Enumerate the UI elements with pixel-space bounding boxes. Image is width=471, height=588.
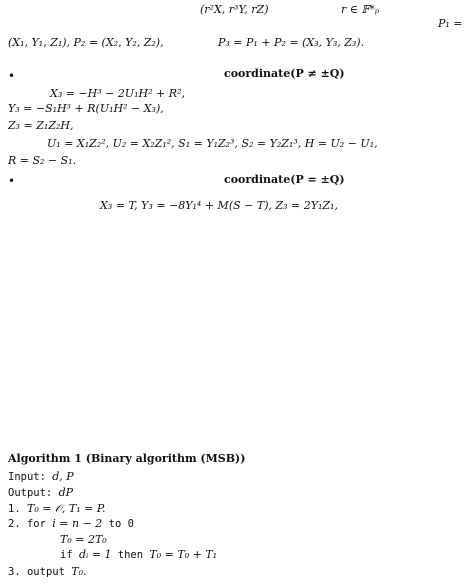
bullet-marker: • [8, 174, 16, 188]
input-label: Input: [8, 471, 46, 483]
if-keyword: if [60, 549, 73, 561]
to-keyword: to [108, 518, 122, 530]
algorithm-input [8, 471, 74, 483]
loop-end: 0 [127, 518, 134, 530]
then-keyword: then [117, 549, 144, 561]
step-number: 1. [8, 503, 21, 515]
algorithm-title: Algorithm 1 (Binary algorithm (MSB)) [8, 452, 246, 465]
step1-expression: T₀ = 𝒪, T₁ = P. [26, 502, 106, 515]
output-keyword: output [26, 566, 65, 578]
algorithm-step-2 [8, 518, 134, 530]
bullet-marker: • [8, 69, 16, 83]
input-value: d, P [52, 470, 74, 483]
loop-start: i = n − 2 [52, 517, 103, 530]
condition: dᵢ = 1 [78, 548, 112, 561]
points-definition: (X₁, Y₁, Z₁), P₂ = (X₂, Y₂, Z₂), [8, 36, 164, 49]
output-label: Output: [8, 487, 53, 499]
doubling-step: T₀ = 2T₀ [60, 533, 107, 546]
bullet2-heading: coordinate(P = ±Q) [224, 173, 345, 186]
algorithm-output [8, 487, 73, 499]
algorithm-step-1 [8, 503, 106, 515]
eq-y3: Y₃ = −S₁H³ + R(U₁H² − X₃), [8, 102, 164, 115]
eq-z3: Z₃ = Z₁Z₂H, [8, 119, 74, 132]
result-value: T₀. [71, 565, 87, 578]
eq-x3: X₃ = −H³ − 2U₁H² + R², [50, 87, 185, 100]
step-number: 3. [8, 566, 21, 578]
eq-definitions: U₁ = X₁Z₂², U₂ = X₂Z₁², S₁ = Y₁Z₂³, S₂ = Y₂Z₁³, H = U₂ − U₁, [47, 137, 378, 150]
for-keyword: for [26, 518, 46, 530]
p1-equals: P₁ = [438, 17, 463, 30]
eq-r: R = S₂ − S₁. [8, 154, 77, 167]
coordinate-tuple: (r²X, r³Y, rZ) [200, 3, 269, 16]
algorithm-step-2a [60, 534, 107, 546]
algorithm-step-3 [8, 566, 87, 578]
bullet1-heading: coordinate(P ≠ ±Q) [224, 67, 345, 80]
step-number: 2. [8, 518, 21, 530]
field-membership: r ∈ 𝔽*ₚ [341, 3, 380, 16]
doubling-equations: X₃ = T, Y₃ = −8Y₁⁴ + M(S − T), Z₃ = 2Y₁Z₁, [100, 199, 338, 212]
addition-step: T₀ = T₀ + T₁ [149, 548, 218, 561]
output-value: dP [58, 486, 74, 499]
algorithm-step-2b [60, 549, 217, 561]
p3-sum-definition: P₃ = P₁ + P₂ = (X₃, Y₃, Z₃). [218, 36, 365, 49]
